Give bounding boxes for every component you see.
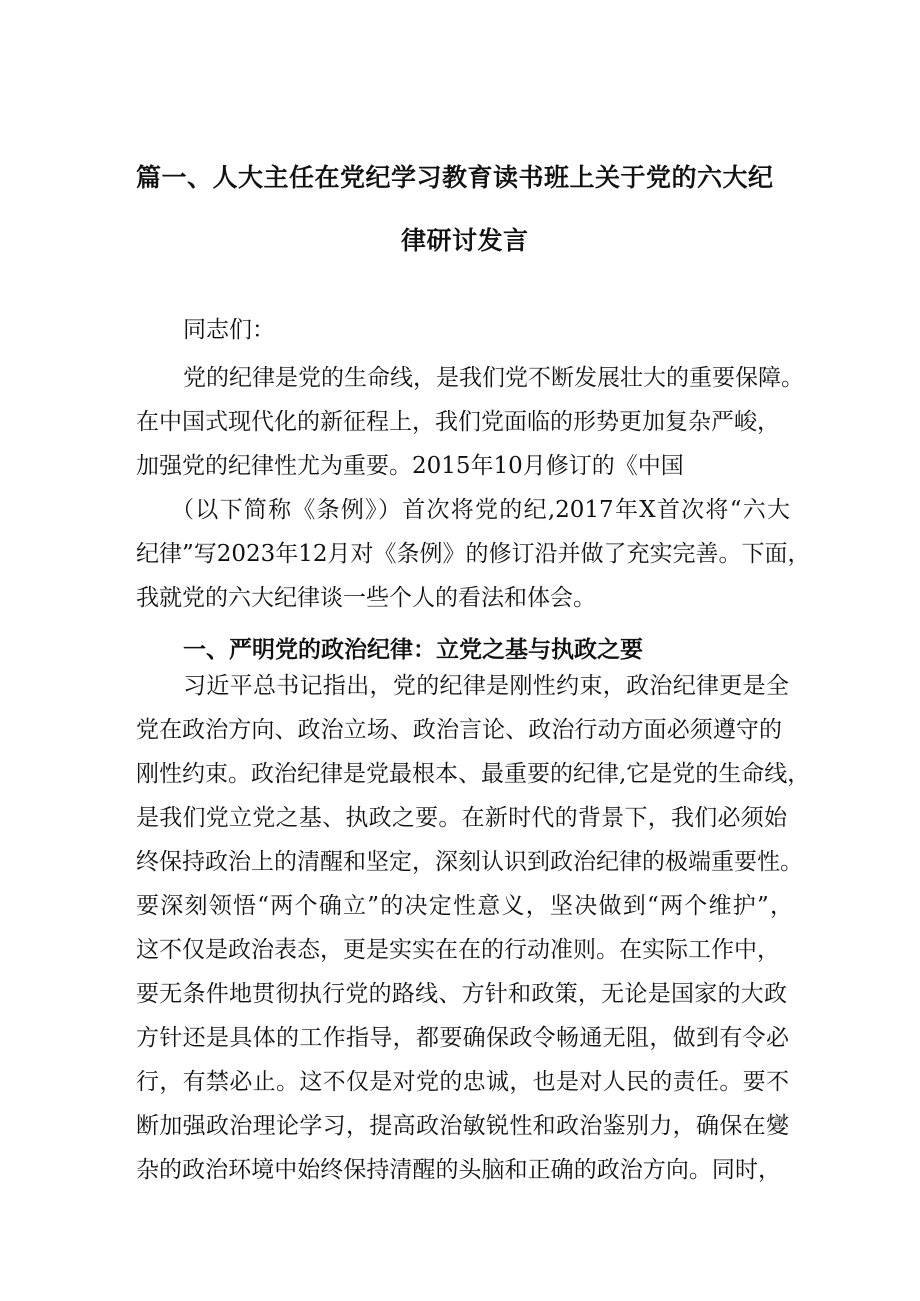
- intro-line: 党的纪律是党的生命线，是我们党不断发展壮大的重要保障。: [183, 365, 804, 391]
- body-line: 习近平总书记指出，党的纪律是刚性约束，政治纪律更是全: [183, 673, 789, 699]
- body-line: 党在政治方向、政治立场、政治言论、政治行动方面必须遵守的: [136, 717, 782, 743]
- body-line: 要深刻领悟“两个确立”的决定性意义，坚决做到“两个维护”，: [136, 893, 793, 919]
- intro-line: （以下简称《条例》）首次将党的纪,2017年X首次将“六大: [171, 497, 790, 523]
- section-heading: 一、严明党的政治纪律：立党之基与执政之要: [183, 637, 643, 663]
- body-line: 是我们党立党之基、执政之要。在新时代的背景下，我们必须始: [136, 805, 787, 831]
- body-line: 刚性约束。政治纪律是党最根本、最重要的纪律,它是党的生命线，: [136, 761, 811, 787]
- body-line: 方针还是具体的工作指导，都要确保政令畅通无阻，做到有令必: [136, 1025, 789, 1051]
- intro-line: 加强党的纪律性尤为重要。2015年10月修订的《中国: [136, 453, 684, 479]
- intro-line: 我就党的六大纪律谈一些个人的看法和体会。: [136, 585, 596, 611]
- document-title-line-2: 律研讨发言: [401, 226, 529, 255]
- body-line: 行，有禁必止。这不仅是对党的忠诚，也是对人民的责任。要不: [136, 1069, 789, 1095]
- body-line: 断加强政治理论学习，提高政治敏锐性和政治鉴别力，确保在夑: [136, 1113, 789, 1139]
- greeting: 同志们：: [183, 317, 275, 343]
- body-line: 这不仅是政治表态，更是实实在在的行动准则。在实际工作中，: [136, 937, 780, 963]
- body-line: 杂的政治环境中始终保持清醒的头脑和正确的政治方向。同时，: [136, 1157, 781, 1183]
- body-line: 要无条件地贯彻执行党的路线、方针和政策，无论是国家的大政: [136, 981, 787, 1007]
- body-line: 终保持政治上的清醒和坚定，深刻认识到政治纪律的极端重要性。: [136, 849, 803, 875]
- intro-line: 在中国式现代化的新征程上，我们党面临的形势更加复杂严峻，: [136, 409, 780, 435]
- intro-line: 纪律”写2023年12月对《条例》的修订沿并做了充实完善。下面，: [136, 541, 811, 567]
- document-title-line-1: 篇一、人大主任在党纪学习教育读书班上关于党的六大纪: [136, 163, 774, 192]
